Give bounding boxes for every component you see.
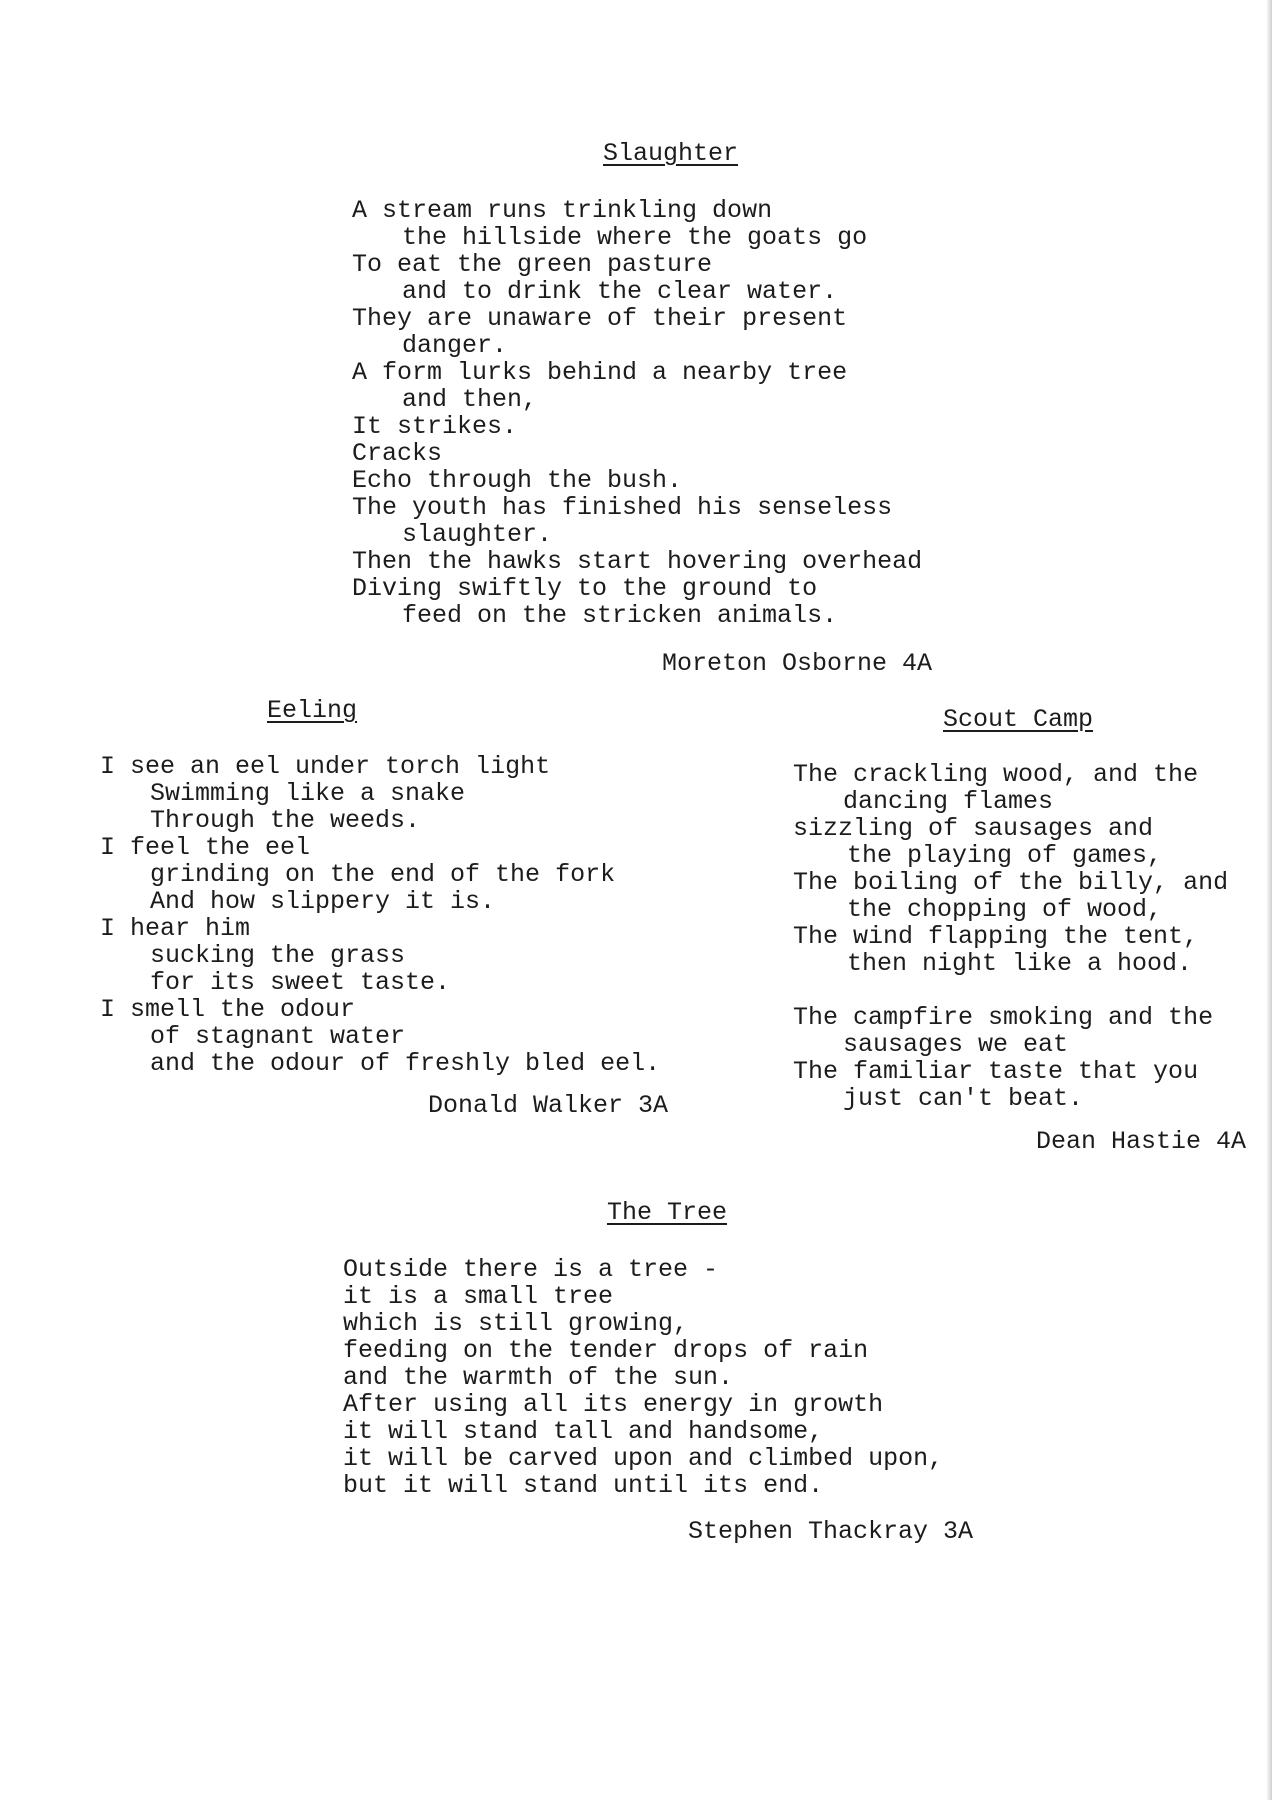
poem-line: Then the hawks start hovering overhead bbox=[352, 547, 923, 576]
poem-line: the hillside where the goats go bbox=[402, 223, 868, 252]
poem-line: feed on the stricken animals. bbox=[402, 601, 838, 630]
poem-line: slaughter. bbox=[402, 520, 553, 549]
poem-line: I smell the odour bbox=[100, 995, 356, 1024]
poem-body-eeling bbox=[100, 753, 660, 1077]
poem-line: Echo through the bush. bbox=[352, 466, 683, 495]
poem-line: just can't beat. bbox=[843, 1084, 1084, 1113]
poem-line: it will be carved upon and climbed upon, bbox=[343, 1444, 944, 1473]
poem-author-scout-camp: Dean Hastie 4A bbox=[1036, 1127, 1247, 1156]
poem-line: and to drink the clear water. bbox=[402, 277, 838, 306]
poem-line: and then, bbox=[402, 385, 538, 414]
poem-line: Through the weeds. bbox=[150, 806, 421, 835]
poem-line: which is still growing, bbox=[343, 1309, 689, 1338]
poem-line: The boiling of the billy, and bbox=[793, 868, 1229, 897]
poem-line: Diving swiftly to the ground to bbox=[352, 574, 818, 603]
poem-line: of stagnant water bbox=[150, 1022, 406, 1051]
poem-line: The youth has finished his senseless bbox=[352, 493, 893, 522]
poem-author-eeling: Donald Walker 3A bbox=[428, 1091, 669, 1120]
poem-line: Swimming like a snake bbox=[150, 779, 466, 808]
poem-line: the playing of games, bbox=[847, 841, 1163, 870]
poem-body-scout-camp bbox=[793, 761, 1228, 1112]
poem-title-scout-camp: Scout Camp bbox=[943, 705, 1094, 734]
poem-line: for its sweet taste. bbox=[150, 968, 451, 997]
poem-line: feeding on the tender drops of rain bbox=[343, 1336, 869, 1365]
poem-body-slaughter bbox=[352, 197, 922, 629]
page-edge-shadow bbox=[1266, 0, 1272, 1800]
poem-line: but it will stand until its end. bbox=[343, 1471, 824, 1500]
poem-line: I hear him bbox=[100, 914, 251, 943]
poem-line: sausages we eat bbox=[843, 1030, 1069, 1059]
poem-title-slaughter: Slaughter bbox=[603, 139, 739, 168]
poem-title-the-tree: The Tree bbox=[607, 1198, 728, 1227]
poem-line: and the warmth of the sun. bbox=[343, 1363, 734, 1392]
poem-line: sizzling of sausages and bbox=[793, 814, 1154, 843]
poem-line: danger. bbox=[402, 331, 508, 360]
poem-author-slaughter: Moreton Osborne 4A bbox=[662, 649, 933, 678]
poem-line: A stream runs trinkling down bbox=[352, 196, 773, 225]
poem-author-the-tree: Stephen Thackray 3A bbox=[688, 1517, 974, 1546]
poem-line: A form lurks behind a nearby tree bbox=[352, 358, 848, 387]
poem-line: then night like a hood. bbox=[847, 949, 1193, 978]
poem-line: dancing flames bbox=[843, 787, 1054, 816]
poem-line: Cracks bbox=[352, 439, 443, 468]
poem-line: The wind flapping the tent, bbox=[793, 922, 1199, 951]
poem-line: it is a small tree bbox=[343, 1282, 614, 1311]
poem-line: the chopping of wood, bbox=[847, 895, 1163, 924]
poem-line: It strikes. bbox=[352, 412, 518, 441]
poem-line: After using all its energy in growth bbox=[343, 1390, 884, 1419]
stanza-break bbox=[793, 977, 1228, 1004]
poem-line: To eat the green pasture bbox=[352, 250, 713, 279]
poem-line: and the odour of freshly bled eel. bbox=[150, 1049, 661, 1078]
poem-line: I feel the eel bbox=[100, 833, 311, 862]
poem-line: The familiar taste that you bbox=[793, 1057, 1199, 1086]
poem-title-eeling: Eeling bbox=[267, 696, 358, 725]
poem-line: grinding on the end of the fork bbox=[150, 860, 616, 889]
poem-line: sucking the grass bbox=[150, 941, 406, 970]
poem-line: it will stand tall and handsome, bbox=[343, 1417, 824, 1446]
poem-body-the-tree bbox=[343, 1256, 943, 1499]
poem-line: And how slippery it is. bbox=[150, 887, 496, 916]
poem-line: They are unaware of their present bbox=[352, 304, 848, 333]
poem-line: The crackling wood, and the bbox=[793, 760, 1199, 789]
poem-line: Outside there is a tree - bbox=[343, 1255, 719, 1284]
poem-line: The campfire smoking and the bbox=[793, 1003, 1214, 1032]
poem-line: I see an eel under torch light bbox=[100, 752, 551, 781]
